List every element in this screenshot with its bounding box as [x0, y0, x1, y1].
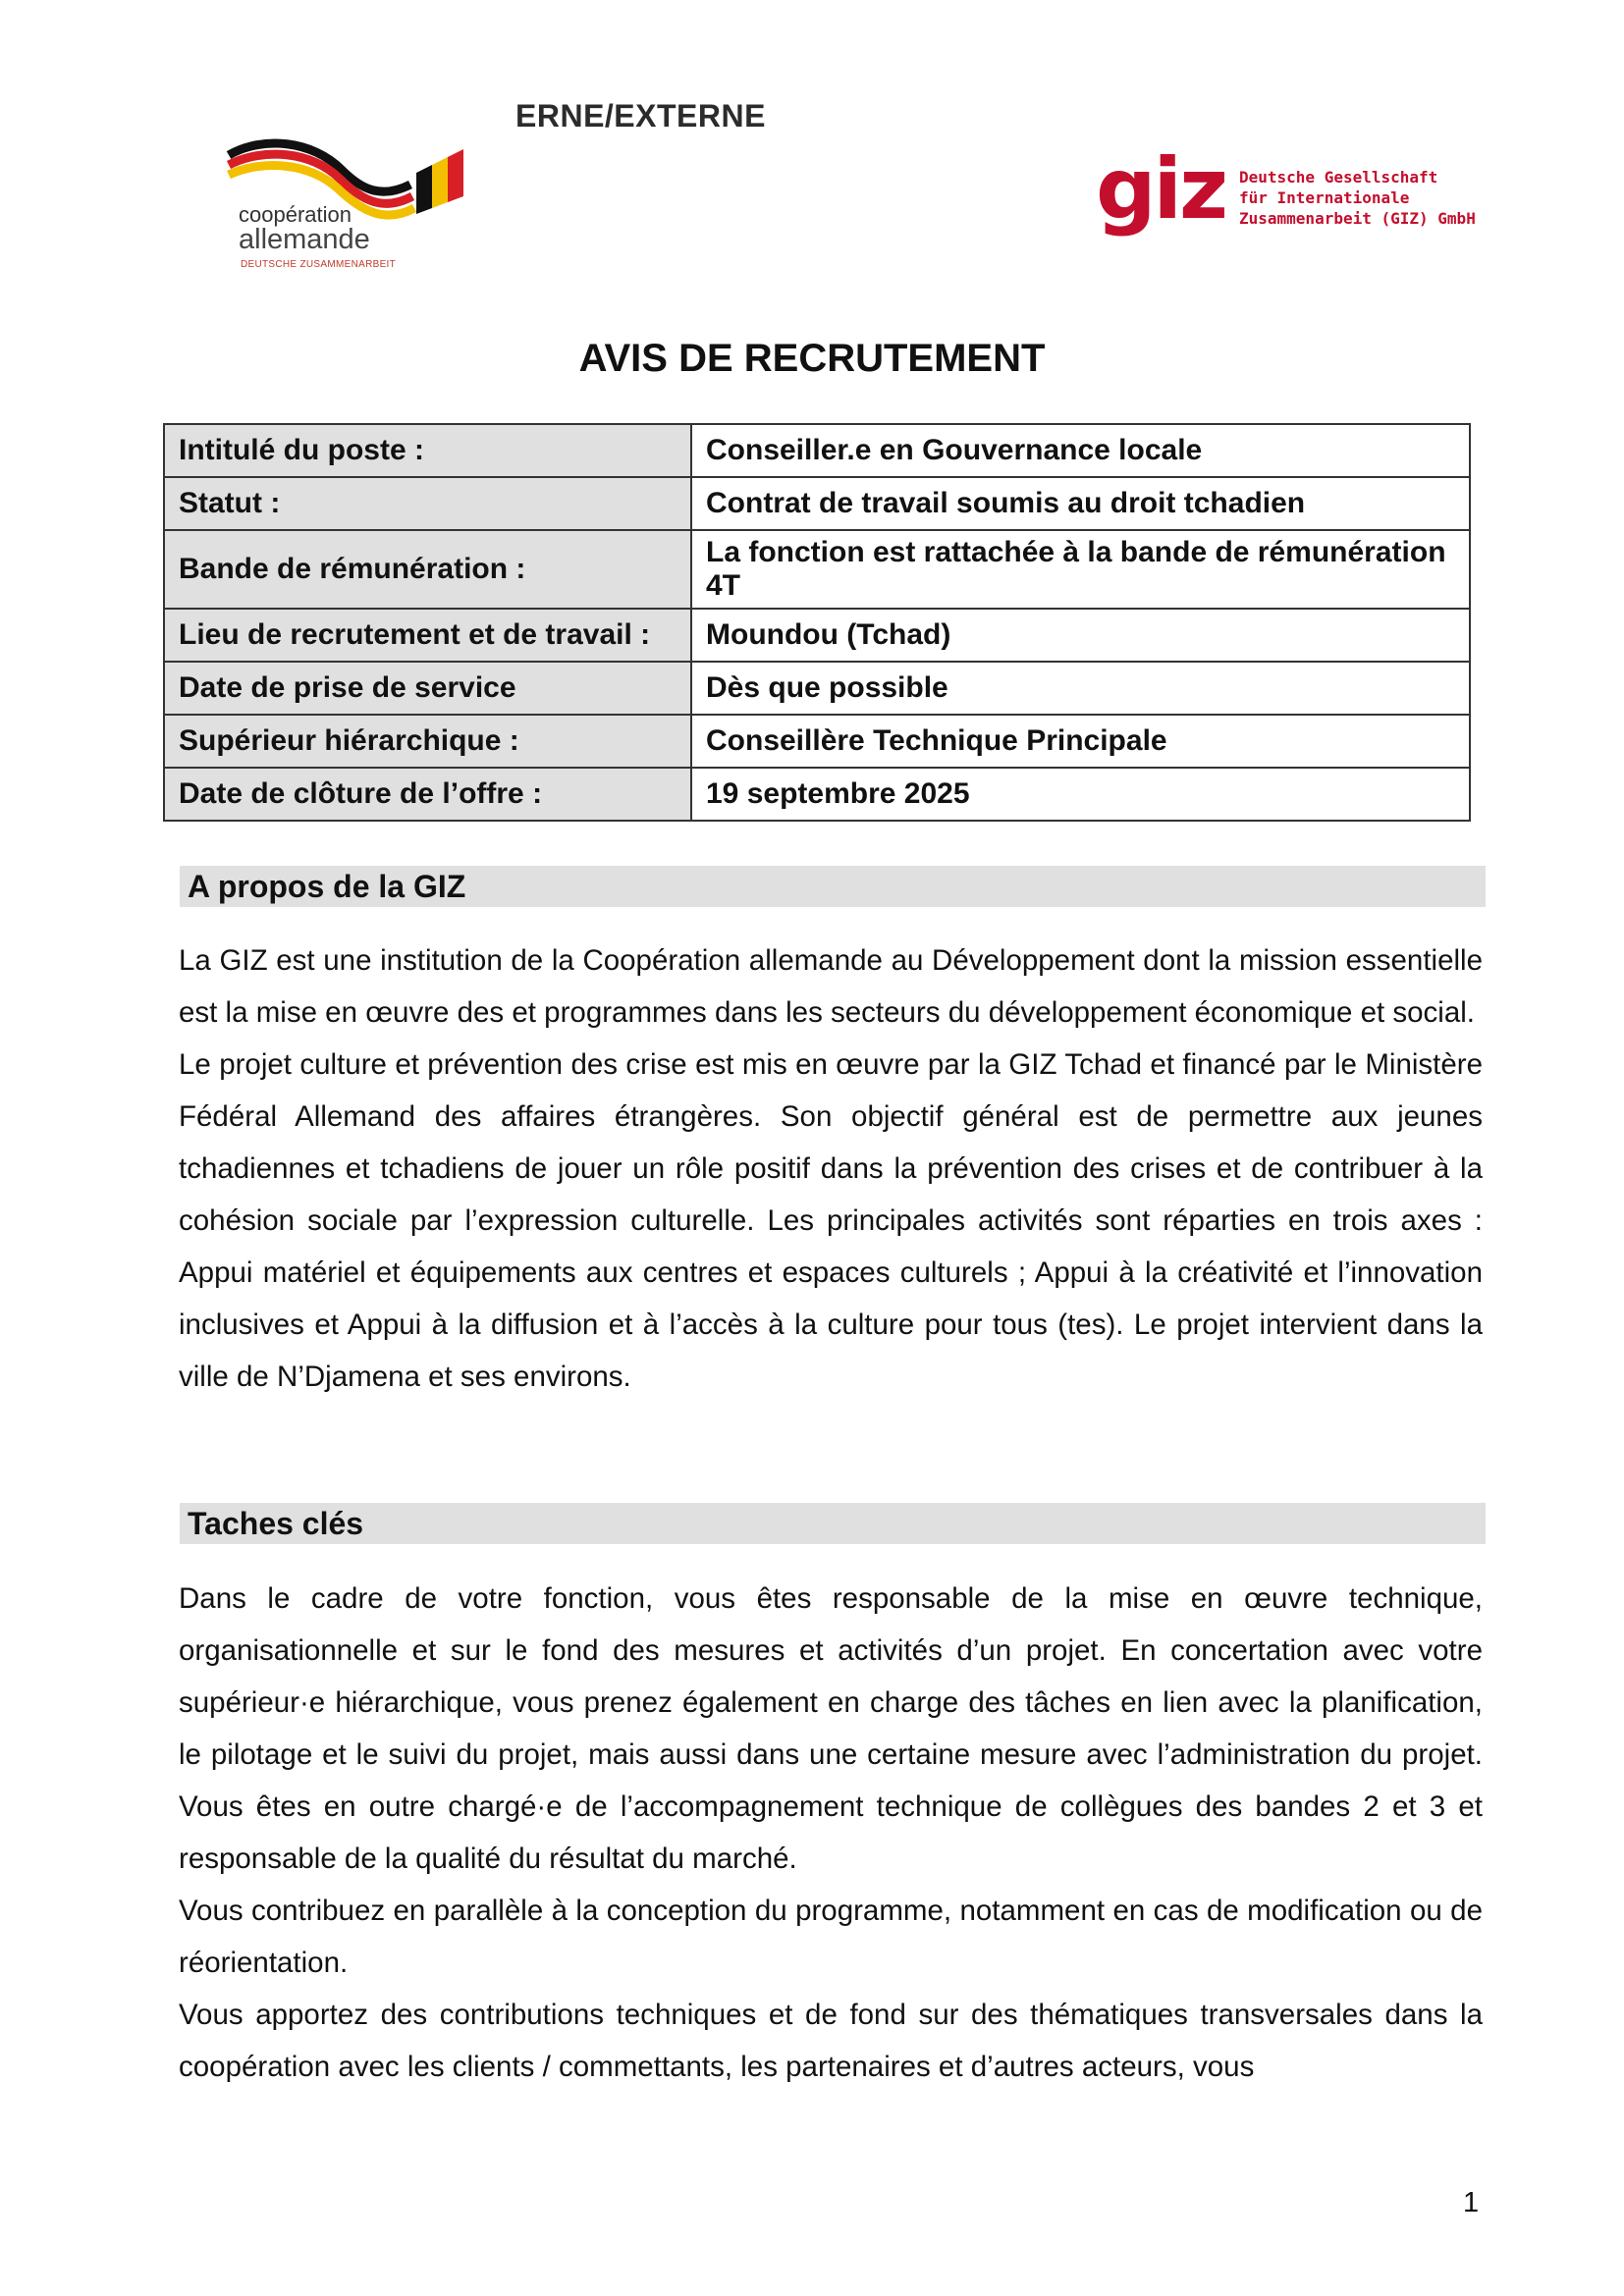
giz-logo-mark: giz — [1096, 140, 1226, 239]
table-row — [164, 530, 1470, 609]
giz-logo-line: Deutsche Gesellschaft — [1239, 168, 1438, 187]
table-label: Date de prise de service — [164, 662, 691, 715]
paragraph: La GIZ est une institution de la Coopération allemande au Développement dont la mission essentielle est la mise en œuvre des et programmes dans les secteurs du développement économique et social. — [179, 944, 1483, 1029]
coop-logo-line1: coopération — [239, 202, 352, 227]
coop-logo-line3: DEUTSCHE ZUSAMMENARBEIT — [241, 259, 397, 270]
section-heading-bar — [180, 1503, 1486, 1544]
giz-logo-line: für Internationale — [1239, 188, 1410, 207]
table-row — [164, 609, 1470, 662]
giz-logo-text — [1239, 167, 1476, 229]
table-label: Intitulé du poste : — [164, 424, 691, 477]
table-value: Conseiller.e en Gouvernance locale — [691, 424, 1470, 477]
table-value: La fonction est rattachée à la bande de rémunération 4T — [691, 530, 1470, 609]
table-label: Lieu de recrutement et de travail : — [164, 609, 691, 662]
table-value: 19 septembre 2025 — [691, 768, 1470, 821]
coop-logo-line2: allemande — [239, 224, 370, 255]
table-row — [164, 662, 1470, 715]
section-heading: A propos de la GIZ — [188, 869, 466, 904]
section-heading: Taches clés — [188, 1506, 364, 1541]
table-row — [164, 477, 1470, 530]
page-number: 1 — [1463, 2187, 1480, 2218]
page-title: AVIS DE RECRUTEMENT — [578, 337, 1046, 380]
table-value: Dès que possible — [691, 662, 1470, 715]
table-value: Moundou (Tchad) — [691, 609, 1470, 662]
table-label: Supérieur hiérarchique : — [164, 715, 691, 768]
table-row — [164, 715, 1470, 768]
table-row — [164, 768, 1470, 821]
table-label: Bande de rémunération : — [164, 530, 691, 609]
job-info-table — [163, 423, 1471, 822]
table-label: Date de clôture de l’offre : — [164, 768, 691, 821]
table-row — [164, 424, 1470, 477]
section-body — [179, 934, 1483, 1403]
table-label: Statut : — [164, 477, 691, 530]
paragraph: Le projet culture et prévention des crise est mis en œuvre par la GIZ Tchad et financé par le Ministère Fédéral Allemand des affaires étrangères. Son objectif général est de permettre aux jeunes tchadiennes et tchadiens de jouer un rôle positif dans la prévention des crises et de contribuer à la cohésion sociale par l’expression culturelle. Les principales activités sont réparties en trois axes : Appui matériel et équipements aux centres et espaces culturels ; Appui à la créativité et l’innovation inclusives et Appui à la diffusion et à l’accès à la culture pour tous (tes). Le projet intervient dans la ville de N’Djamena et ses environs. — [179, 1048, 1483, 1393]
section-heading-bar — [180, 866, 1486, 907]
header-fragment-text: ERNE/EXTERNE — [515, 98, 766, 133]
section-body — [179, 1573, 1483, 2093]
table-value: Contrat de travail soumis au droit tchadien — [691, 477, 1470, 530]
table-value: Conseillère Technique Principale — [691, 715, 1470, 768]
giz-logo-line: Zusammenarbeit (GIZ) GmbH — [1239, 209, 1476, 228]
paragraph: Dans le cadre de votre fonction, vous êtes responsable de la mise en œuvre technique, organisationnelle et sur le fond des mesures et activités d’un projet. En concertation avec votre supérieur·e hiérarchique, vous prenez également en charge des tâches en lien avec la planification, le pilotage et le suivi du projet, mais aussi dans une certaine mesure avec l’administration du projet. Vous êtes en outre chargé·e de l’accompagnement technique de collègues des bandes 2 et 3 et responsable de la qualité du résultat du marché. — [179, 1582, 1483, 1875]
paragraph: Vous contribuez en parallèle à la conception du programme, notamment en cas de modification ou de réorientation. — [179, 1895, 1483, 1979]
paragraph: Vous apportez des contributions techniques et de fond sur des thématiques transversales dans la coopération avec les clients / commettants, les partenaires et d’autres acteurs, vous — [179, 1999, 1483, 2083]
